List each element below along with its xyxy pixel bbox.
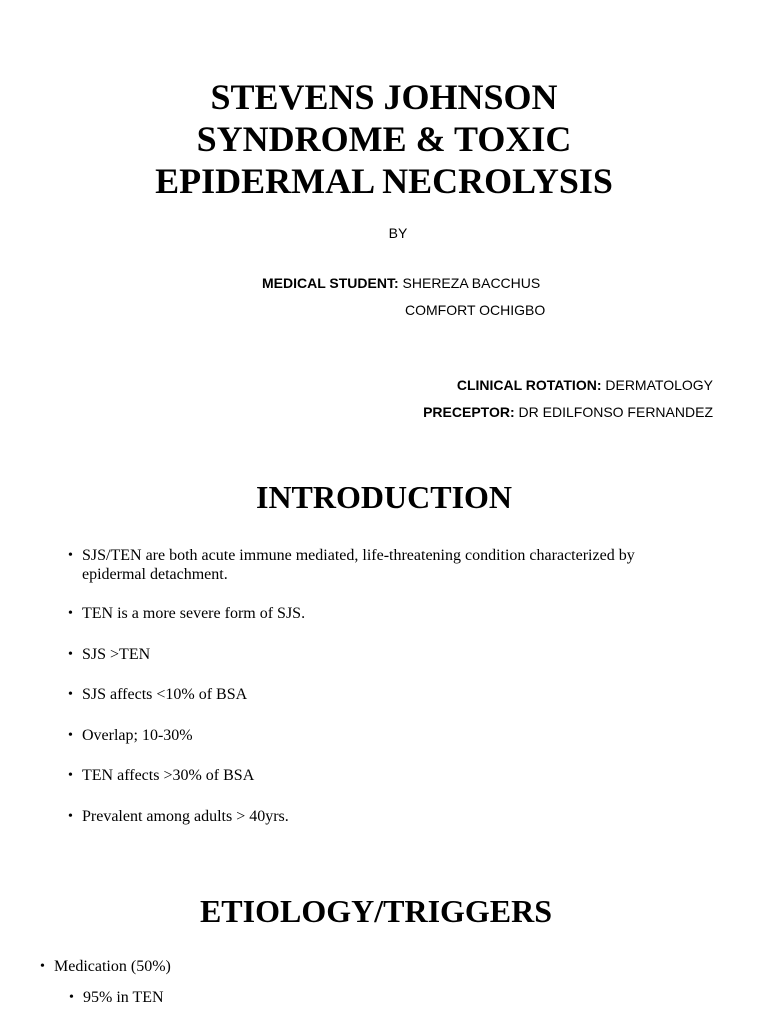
preceptor-row — [423, 404, 713, 420]
bullet-icon: • — [68, 809, 73, 824]
by-label: BY — [388, 225, 408, 241]
list-item: • Medication (50%) — [40, 958, 171, 975]
introduction-heading: INTRODUCTION — [255, 479, 513, 515]
preceptor-value: DR EDILFONSO FERNANDEZ — [518, 404, 713, 420]
student-name-1: SHEREZA BACCHUS — [402, 275, 541, 291]
list-item: • Overlap; 10-30% — [68, 727, 193, 744]
list-item: • TEN affects >30% of BSA — [68, 767, 255, 784]
preceptor-label: PRECEPTOR: — [423, 404, 515, 420]
bullet-icon: • — [68, 647, 73, 662]
medical-student-row — [262, 275, 540, 291]
bullet-icon: • — [68, 768, 73, 783]
title-line-1: STEVENS JOHNSON — [210, 77, 558, 117]
list-item: • SJS affects <10% of BSA — [68, 686, 248, 703]
title-line-2: SYNDROME & TOXIC — [196, 119, 572, 159]
list-item: • SJS >TEN — [68, 646, 151, 663]
bullet-icon: • — [40, 959, 45, 974]
document-title — [0, 76, 768, 202]
clinical-rotation-label: CLINICAL ROTATION: — [456, 377, 602, 393]
list-item: • SJS/TEN are both acute immune mediated, life-threatening condition characterized by epidermal detachment. — [68, 547, 635, 583]
bullet-icon: • — [68, 728, 73, 743]
list-item: • TEN is a more severe form of SJS. — [68, 605, 306, 622]
bullet-icon: • — [68, 687, 73, 702]
list-item: • 95% in TEN — [69, 989, 164, 1006]
title-line-3: EPIDERMAL NECROLYSIS — [155, 161, 613, 201]
clinical-rotation-row — [457, 377, 713, 393]
bullet-icon: • — [68, 606, 73, 621]
clinical-rotation-value: DERMATOLOGY — [605, 377, 713, 393]
medical-student-label: MEDICAL STUDENT: — [262, 275, 399, 291]
bullet-icon: • — [69, 990, 74, 1005]
student-name-2: COMFORT OCHIGBO — [405, 302, 546, 318]
list-item: • Prevalent among adults > 40yrs. — [68, 808, 289, 825]
etiology-heading: ETIOLOGY/TRIGGERS — [199, 893, 553, 929]
bullet-icon: • — [68, 548, 73, 563]
